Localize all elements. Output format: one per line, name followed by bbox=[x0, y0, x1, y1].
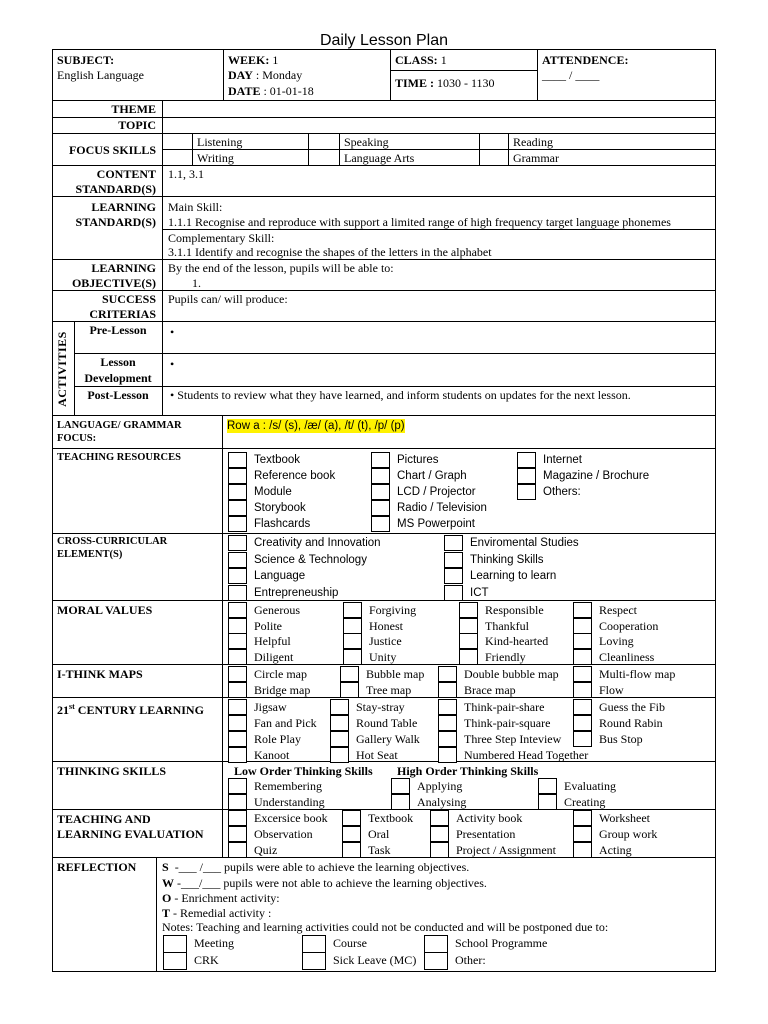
main-skill-title: Main Skill: bbox=[168, 200, 223, 214]
thinking-low-checkbox-understanding[interactable] bbox=[228, 794, 247, 810]
evaluation-option-project-assignment: Project / Assignment bbox=[456, 843, 556, 857]
resource-checkbox-lcd-projector[interactable] bbox=[371, 484, 390, 500]
thinking-high-checkbox-creating[interactable] bbox=[538, 794, 557, 810]
resource-checkbox-ms-powerpoint[interactable] bbox=[371, 516, 390, 532]
ithink-option-multi-flow-map: Multi-flow map bbox=[599, 667, 676, 681]
resource-option-ms-powerpoint: MS Powerpoint bbox=[397, 518, 475, 530]
cross-curricular-checkbox-enviromental-studies[interactable] bbox=[444, 535, 463, 551]
high-order-heading: High Order Thinking Skills bbox=[397, 764, 539, 778]
learning-standard-label-1: LEARNING bbox=[91, 200, 156, 214]
moral-option-forgiving: Forgiving bbox=[369, 603, 417, 617]
content-standard-value: 1.1, 3.1 bbox=[168, 167, 204, 181]
century-checkbox-gallery-walk[interactable] bbox=[330, 731, 349, 747]
ithink-checkbox-bubble-map[interactable] bbox=[340, 666, 359, 682]
evaluation-option-observation: Observation bbox=[254, 827, 313, 841]
cross-curricular-checkbox-creativity-and-innovation[interactable] bbox=[228, 535, 247, 551]
content-standard-label-1: CONTENT bbox=[96, 167, 156, 181]
reflection-checkbox-crk[interactable] bbox=[163, 952, 187, 970]
reflection-checkbox-meeting[interactable] bbox=[163, 935, 187, 953]
thinking-high-option-applying: Applying bbox=[417, 779, 463, 793]
ithink-option-circle-map: Circle map bbox=[254, 667, 307, 681]
century-option-hot-seat: Hot Seat bbox=[356, 748, 398, 762]
moral-checkbox-polite[interactable] bbox=[228, 618, 247, 634]
evaluation-checkbox-project-assignment[interactable] bbox=[430, 842, 449, 858]
resource-checkbox-radio-television[interactable] bbox=[371, 500, 390, 516]
century-option-stay-stray: Stay-stray bbox=[356, 700, 405, 714]
reflection-option-course: Course bbox=[333, 936, 367, 950]
reflection-option-crk: CRK bbox=[194, 953, 219, 967]
ithink-option-bridge-map: Bridge map bbox=[254, 682, 311, 697]
ithink-checkbox-circle-map[interactable] bbox=[228, 666, 247, 682]
resource-option-magazine-brochure: Magazine / Brochure bbox=[543, 470, 650, 482]
comp-skill-title: Complementary Skill: bbox=[168, 231, 275, 245]
evaluation-checkbox-textbook[interactable] bbox=[342, 810, 361, 826]
moral-option-justice: Justice bbox=[369, 634, 402, 648]
reflection-option-other: Other: bbox=[455, 953, 486, 967]
subject-value: English Language bbox=[57, 68, 144, 82]
moral-option-cooperation: Cooperation bbox=[599, 618, 659, 633]
objective-1: 1. bbox=[192, 276, 201, 290]
evaluation-option-quiz: Quiz bbox=[254, 843, 278, 857]
thinking-high-checkbox-analysing[interactable] bbox=[391, 794, 410, 810]
grammar-focus-label-1: LANGUAGE/ GRAMMAR bbox=[57, 420, 182, 431]
evaluation-checkbox-presentation[interactable] bbox=[430, 826, 449, 842]
resource-option-pictures: Pictures bbox=[397, 454, 439, 466]
moral-checkbox-forgiving[interactable] bbox=[343, 602, 362, 618]
cross-curricular-option-creativity-and-innovation: Creativity and Innovation bbox=[254, 537, 381, 549]
moral-checkbox-respect[interactable] bbox=[573, 602, 592, 618]
moral-checkbox-responsible[interactable] bbox=[459, 602, 478, 618]
ithink-maps-label: I-THINK MAPS bbox=[57, 667, 143, 681]
century-option-guess-the-fib: Guess the Fib bbox=[599, 700, 665, 714]
resource-option-flashcards: Flashcards bbox=[254, 518, 311, 530]
ithink-checkbox-flow[interactable] bbox=[573, 682, 592, 698]
evaluation-option-activity-book: Activity book bbox=[456, 811, 523, 825]
attendance-value: ____ / ____ bbox=[542, 68, 600, 82]
learning-objectives-label-1: LEARNING bbox=[91, 261, 156, 275]
century-option-think-pair-share: Think-pair-share bbox=[464, 700, 545, 714]
ithink-option-double-bubble-map: Double bubble map bbox=[464, 667, 559, 681]
ithink-checkbox-bridge-map[interactable] bbox=[228, 682, 247, 698]
moral-checkbox-thankful[interactable] bbox=[459, 618, 478, 634]
resource-checkbox-storybook[interactable] bbox=[228, 500, 247, 516]
reflection-t: T - Remedial activity : bbox=[162, 906, 272, 920]
learning-standard-label-2: STANDARD(S) bbox=[75, 215, 156, 229]
resource-checkbox-internet[interactable] bbox=[517, 452, 536, 468]
moral-checkbox-cooperation[interactable] bbox=[573, 618, 592, 634]
post-lesson-label: Post-Lesson bbox=[87, 388, 149, 402]
moral-option-helpful: Helpful bbox=[254, 634, 291, 648]
skill-reading: Reading bbox=[513, 135, 553, 149]
reflection-checkbox-sick-leave-mc[interactable] bbox=[302, 952, 326, 970]
evaluation-checkbox-task[interactable] bbox=[342, 842, 361, 858]
ithink-option-tree-map: Tree map bbox=[366, 682, 412, 697]
century-option-round-table: Round Table bbox=[356, 716, 418, 730]
century-checkbox-role-play[interactable] bbox=[228, 731, 247, 747]
evaluation-option-presentation: Presentation bbox=[456, 827, 516, 841]
cross-curricular-option-learning-to-learn: Learning to learn bbox=[470, 570, 557, 582]
century-checkbox-stay-stray[interactable] bbox=[330, 699, 349, 715]
skill-writing: Writing bbox=[197, 151, 234, 165]
reflection-option-meeting: Meeting bbox=[194, 936, 234, 950]
cross-curricular-checkbox-science-technology[interactable] bbox=[228, 552, 247, 568]
moral-option-respect: Respect bbox=[599, 603, 637, 617]
lesson-development-value: • bbox=[170, 357, 175, 371]
evaluation-option-task: Task bbox=[368, 843, 391, 857]
reflection-o: O - Enrichment activity: bbox=[162, 891, 280, 905]
evaluation-checkbox-quiz[interactable] bbox=[228, 842, 247, 858]
skill-grammar: Grammar bbox=[513, 151, 559, 165]
evaluation-label-1: TEACHING AND bbox=[57, 812, 151, 826]
ithink-checkbox-tree-map[interactable] bbox=[340, 682, 359, 698]
cross-curricular-checkbox-thinking-skills[interactable] bbox=[444, 552, 463, 568]
resource-checkbox-reference-book[interactable] bbox=[228, 468, 247, 484]
skill-listening: Listening bbox=[197, 135, 243, 149]
ithink-checkbox-double-bubble-map[interactable] bbox=[438, 666, 457, 682]
evaluation-label-2: LEARNING EVALUATION bbox=[57, 827, 204, 841]
resource-option-module: Module bbox=[254, 486, 292, 498]
evaluation-checkbox-activity-book[interactable] bbox=[430, 810, 449, 826]
moral-option-generous: Generous bbox=[254, 603, 300, 617]
century-checkbox-jigsaw[interactable] bbox=[228, 699, 247, 715]
ithink-checkbox-multi-flow-map[interactable] bbox=[573, 666, 592, 682]
century-learning-label: 21st CENTURY LEARNING bbox=[57, 702, 204, 717]
cross-curricular-option-language: Language bbox=[254, 570, 306, 582]
page-title: Daily Lesson Plan bbox=[319, 32, 449, 49]
reflection-notes: Notes: Teaching and learning activities could not be conducted and will be postponed due to: bbox=[162, 920, 609, 934]
moral-option-polite: Polite bbox=[254, 618, 283, 633]
low-order-heading: Low Order Thinking Skills bbox=[234, 764, 373, 778]
cross-curricular-option-science-technology: Science & Technology bbox=[254, 553, 367, 566]
evaluation-checkbox-acting[interactable] bbox=[573, 842, 592, 858]
century-option-three-step-inteview: Three Step Inteview bbox=[464, 732, 562, 746]
attendance-label: ATTENDENCE: bbox=[542, 53, 629, 67]
resource-option-radio-television: Radio / Television bbox=[397, 502, 487, 514]
century-checkbox-kanoot[interactable] bbox=[228, 747, 247, 763]
content-standard-label-2: STANDARD(S) bbox=[75, 182, 156, 196]
success-criteria-label-1: SUCCESS bbox=[101, 292, 156, 306]
century-option-kanoot: Kanoot bbox=[254, 748, 290, 762]
thinking-skills-label: THINKING SKILLS bbox=[57, 764, 167, 778]
moral-option-thankful: Thankful bbox=[485, 618, 529, 633]
century-option-bus-stop: Bus Stop bbox=[599, 732, 643, 746]
ithink-option-bubble-map: Bubble map bbox=[366, 667, 425, 681]
cross-curricular-option-entrepreneuship: Entrepreneuship bbox=[254, 586, 339, 599]
cross-curricular-option-ict: ICT bbox=[470, 586, 489, 599]
main-skill-text: 1.1.1 Recognise and reproduce with support a limited range of high frequency target language phonemes bbox=[168, 215, 671, 229]
moral-checkbox-justice[interactable] bbox=[343, 633, 362, 649]
objectives-intro: By the end of the lesson, pupils will be able to: bbox=[168, 261, 394, 275]
resource-option-storybook: Storybook bbox=[254, 502, 306, 514]
moral-option-cleanliness: Cleanliness bbox=[599, 649, 655, 664]
century-option-think-pair-square: Think-pair-square bbox=[464, 716, 551, 730]
cross-curricular-option-thinking-skills: Thinking Skills bbox=[470, 553, 544, 566]
day-field: DAY : Monday bbox=[228, 68, 303, 82]
cross-curricular-checkbox-learning-to-learn[interactable] bbox=[444, 568, 463, 584]
reflection-checkbox-school-programme[interactable] bbox=[424, 935, 448, 953]
thinking-high-checkbox-evaluating[interactable] bbox=[538, 778, 557, 794]
moral-option-loving: Loving bbox=[599, 634, 634, 648]
frame-top bbox=[52, 49, 716, 50]
moral-checkbox-friendly[interactable] bbox=[459, 649, 478, 665]
cross-curricular-checkbox-ict[interactable] bbox=[444, 585, 463, 601]
evaluation-option-acting: Acting bbox=[599, 843, 632, 857]
moral-checkbox-loving[interactable] bbox=[573, 633, 592, 649]
subject-label: SUBJECT: bbox=[57, 53, 115, 67]
lesson-development-label-2: Development bbox=[84, 371, 152, 385]
century-checkbox-round-table[interactable] bbox=[330, 715, 349, 731]
activities-side-label: ACTIVITIES bbox=[55, 331, 69, 407]
moral-checkbox-generous[interactable] bbox=[228, 602, 247, 618]
reflection-option-school-programme: School Programme bbox=[455, 936, 548, 950]
ithink-option-flow: Flow bbox=[599, 682, 624, 697]
cross-curricular-option-enviromental-studies: Enviromental Studies bbox=[470, 537, 579, 549]
cross-curricular-label-1: CROSS-CURRICULAR bbox=[57, 536, 168, 547]
focus-skills-label: FOCUS SKILLS bbox=[68, 143, 156, 157]
moral-checkbox-diligent[interactable] bbox=[228, 649, 247, 665]
evaluation-checkbox-oral[interactable] bbox=[342, 826, 361, 842]
moral-option-honest: Honest bbox=[369, 618, 403, 633]
skill-language-arts: Language Arts bbox=[344, 151, 415, 165]
grammar-focus-value: Row a : /s/ (s), /æ/ (a), /t/ (t), /p/ (p) bbox=[227, 420, 405, 432]
date-field: DATE : 01-01-18 bbox=[228, 84, 314, 98]
resource-checkbox-textbook[interactable] bbox=[228, 452, 247, 468]
resource-checkbox-others[interactable] bbox=[517, 484, 536, 500]
evaluation-checkbox-worksheet[interactable] bbox=[573, 810, 592, 826]
class-field: CLASS: 1 bbox=[395, 53, 447, 67]
topic-label: TOPIC bbox=[118, 118, 156, 132]
reflection-option-sick-leave-mc: Sick Leave (MC) bbox=[333, 953, 417, 967]
evaluation-checkbox-excersice-book[interactable] bbox=[228, 810, 247, 826]
resource-option-internet: Internet bbox=[543, 454, 582, 466]
cross-curricular-label-2: ELEMENT(S) bbox=[57, 549, 123, 560]
reflection-checkbox-course[interactable] bbox=[302, 935, 326, 953]
moral-checkbox-honest[interactable] bbox=[343, 618, 362, 634]
thinking-high-checkbox-applying[interactable] bbox=[391, 778, 410, 794]
century-option-numbered-head-together: Numbered Head Together bbox=[464, 748, 589, 762]
century-checkbox-guess-the-fib[interactable] bbox=[573, 699, 592, 715]
reflection-checkbox-other[interactable] bbox=[424, 952, 448, 970]
moral-checkbox-helpful[interactable] bbox=[228, 633, 247, 649]
resource-option-reference-book: Reference book bbox=[254, 470, 336, 482]
cross-curricular-checkbox-entrepreneuship[interactable] bbox=[228, 585, 247, 601]
frame-bottom bbox=[52, 971, 716, 972]
thinking-low-option-understanding: Understanding bbox=[254, 795, 325, 809]
evaluation-option-excersice-book: Excersice book bbox=[254, 811, 328, 825]
resource-option-textbook: Textbook bbox=[254, 454, 301, 466]
moral-checkbox-cleanliness[interactable] bbox=[573, 649, 592, 665]
evaluation-option-worksheet: Worksheet bbox=[599, 811, 651, 825]
moral-checkbox-kind-hearted[interactable] bbox=[459, 633, 478, 649]
pre-lesson-label: Pre-Lesson bbox=[89, 323, 147, 337]
resource-option-lcd-projector: LCD / Projector bbox=[397, 486, 476, 498]
grammar-focus-label-2: FOCUS: bbox=[57, 433, 97, 444]
lesson-development-label-1: Lesson bbox=[100, 355, 136, 369]
resource-checkbox-flashcards[interactable] bbox=[228, 516, 247, 532]
thinking-high-option-analysing: Analysing bbox=[417, 795, 467, 809]
cross-curricular-checkbox-language[interactable] bbox=[228, 568, 247, 584]
resource-checkbox-module[interactable] bbox=[228, 484, 247, 500]
century-checkbox-hot-seat[interactable] bbox=[330, 747, 349, 763]
moral-option-unity: Unity bbox=[369, 649, 397, 664]
century-checkbox-numbered-head-together[interactable] bbox=[438, 747, 457, 763]
evaluation-option-textbook: Textbook bbox=[368, 811, 414, 825]
moral-option-responsible: Responsible bbox=[485, 603, 544, 617]
century-checkbox-three-step-inteview[interactable] bbox=[438, 731, 457, 747]
evaluation-option-oral: Oral bbox=[368, 827, 390, 841]
century-option-role-play: Role Play bbox=[254, 732, 301, 746]
evaluation-checkbox-group-work[interactable] bbox=[573, 826, 592, 842]
resource-option-chart-graph: Chart / Graph bbox=[397, 470, 467, 482]
moral-values-label: MORAL VALUES bbox=[57, 603, 153, 617]
century-checkbox-bus-stop[interactable] bbox=[573, 731, 592, 747]
century-checkbox-think-pair-share[interactable] bbox=[438, 699, 457, 715]
moral-option-diligent: Diligent bbox=[254, 649, 294, 664]
week-field: WEEK: 1 bbox=[228, 53, 279, 67]
century-option-jigsaw: Jigsaw bbox=[254, 700, 287, 714]
century-checkbox-round-rabin[interactable] bbox=[573, 715, 592, 731]
resource-checkbox-magazine-brochure[interactable] bbox=[517, 468, 536, 484]
resource-checkbox-chart-graph[interactable] bbox=[371, 468, 390, 484]
century-option-round-rabin: Round Rabin bbox=[599, 716, 663, 730]
thinking-low-option-remembering: Remembering bbox=[254, 779, 322, 793]
time-field: TIME : 1030 - 1130 bbox=[395, 76, 495, 90]
teaching-resources-label: TEACHING RESOURCES bbox=[57, 452, 181, 463]
evaluation-option-group-work: Group work bbox=[599, 827, 658, 841]
century-checkbox-think-pair-square[interactable] bbox=[438, 715, 457, 731]
thinking-high-option-evaluating: Evaluating bbox=[564, 779, 616, 793]
evaluation-checkbox-observation[interactable] bbox=[228, 826, 247, 842]
thinking-low-checkbox-remembering[interactable] bbox=[228, 778, 247, 794]
reflection-s: S -___ /___ pupils were able to achieve the learning objectives. bbox=[162, 860, 470, 874]
thinking-high-option-creating: Creating bbox=[564, 795, 606, 809]
comp-skill-text: 3.1.1 Identify and recognise the shapes of the letters in the alphabet bbox=[168, 245, 492, 259]
theme-label: THEME bbox=[111, 102, 156, 116]
moral-option-friendly: Friendly bbox=[485, 649, 526, 664]
century-checkbox-fan-and-pick[interactable] bbox=[228, 715, 247, 731]
moral-checkbox-unity[interactable] bbox=[343, 649, 362, 665]
skill-speaking: Speaking bbox=[344, 135, 389, 149]
frame-right bbox=[715, 49, 716, 972]
resource-option-others: Others: bbox=[543, 486, 581, 498]
moral-option-kind-hearted: Kind-hearted bbox=[485, 634, 549, 648]
reflection-label: REFLECTION bbox=[57, 860, 137, 874]
success-criteria-label-2: CRITERIAS bbox=[89, 307, 156, 321]
resource-checkbox-pictures[interactable] bbox=[371, 452, 390, 468]
reflection-w: W -___/___ pupils were not able to achieve the learning objectives. bbox=[162, 876, 487, 890]
ithink-option-brace-map: Brace map bbox=[464, 682, 516, 697]
ithink-checkbox-brace-map[interactable] bbox=[438, 682, 457, 698]
success-criteria-value: Pupils can/ will produce: bbox=[168, 292, 288, 306]
century-option-fan-and-pick: Fan and Pick bbox=[254, 716, 317, 730]
post-lesson-value: • Students to review what they have learned, and inform students on updates for the next lesson. bbox=[170, 388, 631, 402]
century-option-gallery-walk: Gallery Walk bbox=[356, 732, 420, 746]
pre-lesson-value: • bbox=[170, 325, 175, 339]
learning-objectives-label-2: OBJECTIVE(S) bbox=[71, 276, 156, 290]
